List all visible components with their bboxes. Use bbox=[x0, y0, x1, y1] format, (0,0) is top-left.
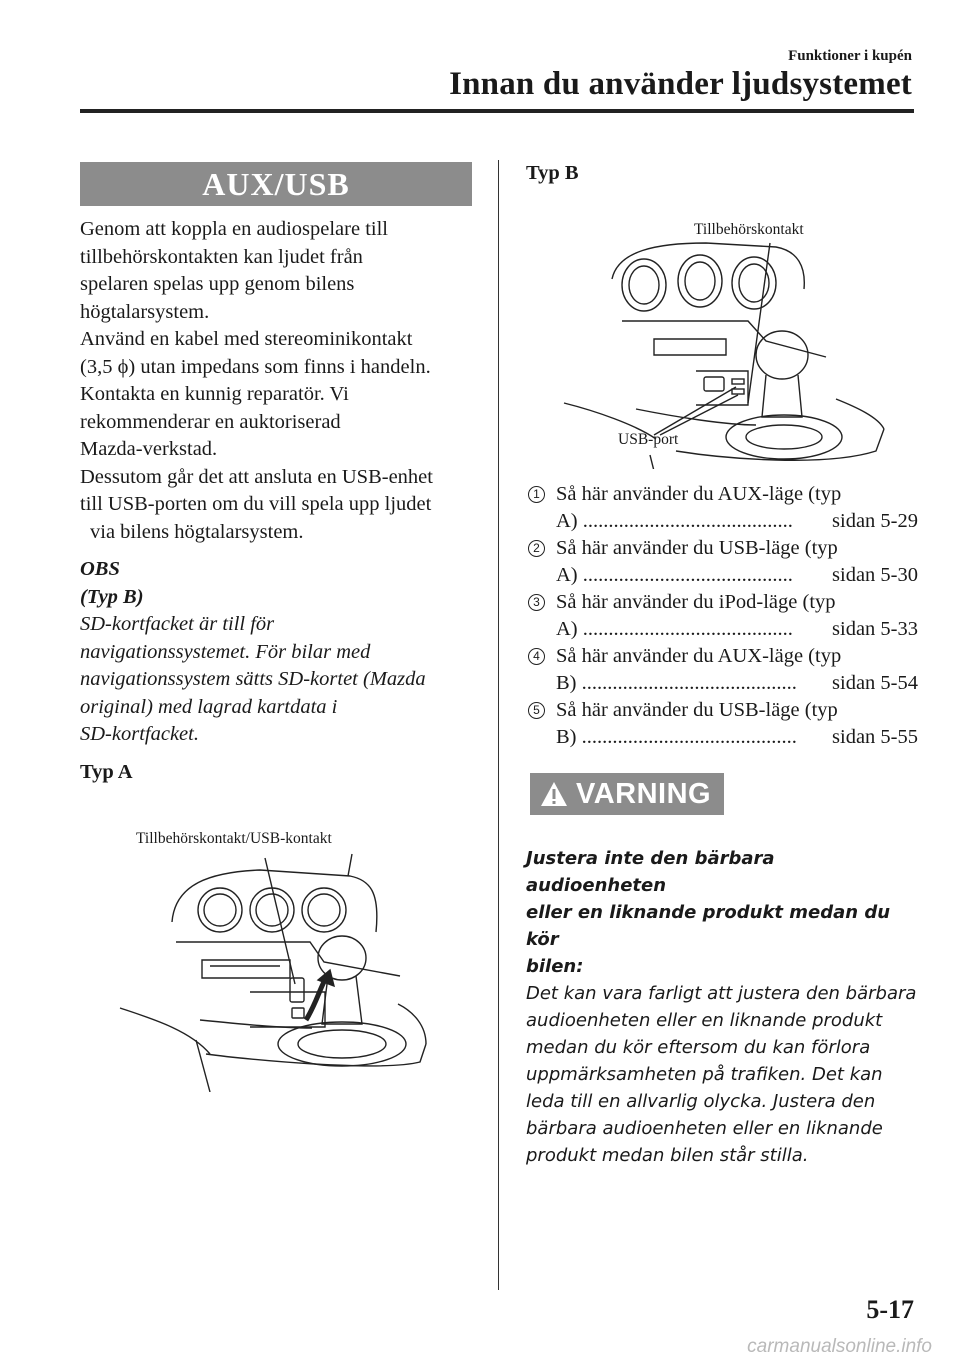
page-ref-link[interactable]: sidan 5-33 bbox=[832, 618, 918, 640]
body-line: tillbehörskontakten kan ljudet från bbox=[80, 245, 363, 268]
body-line: via bilens högtalarsystem. bbox=[90, 520, 304, 543]
warning-line: leda till en allvarlig olycka. Justera den bbox=[526, 1091, 876, 1112]
column-divider bbox=[498, 160, 499, 1290]
number-badge: 5 bbox=[528, 702, 545, 719]
list-item-line: Så här använder du AUX-läge (typ bbox=[556, 645, 842, 667]
number-badge: 3 bbox=[528, 594, 545, 611]
list-item-leader: A) ......................................... bbox=[556, 510, 793, 532]
list-item-line: Så här använder du USB-läge (typ bbox=[556, 699, 838, 721]
note-line: navigationssystem sätts SD-kortet (Mazda bbox=[80, 668, 426, 690]
body-line: Genom att koppla en audiospelare till bbox=[80, 218, 388, 240]
warning-line: produkt medan bilen står stilla. bbox=[526, 1145, 809, 1166]
section-body bbox=[80, 216, 472, 546]
warning-label: VARNING bbox=[576, 777, 712, 810]
number-badge: 4 bbox=[528, 648, 545, 665]
list-item-line: Så här använder du AUX-läge (typ bbox=[556, 483, 842, 505]
type-b-figure bbox=[526, 189, 918, 469]
page-number: 5-17 bbox=[866, 1295, 914, 1324]
list-item-line: Så här använder du iPod-läge (typ bbox=[556, 591, 836, 613]
list-item bbox=[526, 643, 918, 697]
type-b-heading: Typ B bbox=[526, 162, 579, 184]
warning-text bbox=[526, 845, 918, 1169]
body-line: rekommenderar en auktoriserad bbox=[80, 410, 341, 433]
list-item bbox=[526, 481, 918, 535]
reference-list bbox=[526, 481, 918, 751]
warning-bold-line: Justera inte den bärbara audioenheten bbox=[526, 848, 775, 896]
body-line: (3,5 ϕ) utan impedans som finns i handeln. bbox=[80, 355, 431, 378]
list-item-leader: B) .......................................... bbox=[556, 672, 797, 694]
warning-line: medan du kör eftersom du kan förlora bbox=[526, 1037, 871, 1058]
type-b-label-top: Tillbehörskontakt bbox=[694, 221, 804, 238]
section-title: AUX/USB bbox=[80, 162, 472, 206]
warning-line: uppmärksamheten på trafiken. Det kan bbox=[526, 1064, 883, 1085]
note-label: OBS bbox=[80, 558, 120, 580]
page-ref-link[interactable]: sidan 5-54 bbox=[832, 672, 918, 694]
body-line: Kontakta en kunnig reparatör. Vi bbox=[80, 383, 349, 405]
warning-line: bärbara audioenheten eller en liknande bbox=[526, 1118, 883, 1139]
list-item-leader: A) ......................................... bbox=[556, 564, 793, 586]
type-a-figure bbox=[80, 792, 472, 1092]
type-a-label: Tillbehörskontakt/USB-kontakt bbox=[136, 829, 332, 847]
body-line: spelaren spelas upp genom bilens bbox=[80, 273, 355, 295]
console-illustration-b bbox=[526, 189, 918, 469]
page-ref-link[interactable]: sidan 5-55 bbox=[832, 726, 918, 748]
note-line: navigationssystemet. För bilar med bbox=[80, 640, 371, 663]
body-line: till USB-porten om du vill spela upp ljudet bbox=[80, 493, 432, 515]
watermark: carmanualsonline.info bbox=[747, 1336, 932, 1357]
list-item-leader: A) ......................................... bbox=[556, 618, 793, 640]
warning-bold-line: bilen: bbox=[526, 956, 584, 977]
note-line: SD-kortfacket är till för bbox=[80, 613, 275, 635]
number-badge: 1 bbox=[528, 486, 545, 503]
warning-bold-line: eller en liknande produkt medan du kör bbox=[526, 902, 891, 950]
type-a-heading: Typ A bbox=[80, 760, 133, 783]
list-item-line: Så här använder du USB-läge (typ bbox=[556, 537, 838, 559]
left-column bbox=[80, 162, 472, 1092]
note-block bbox=[80, 556, 472, 749]
note-line: original) med lagrad kartdata i bbox=[80, 695, 338, 718]
type-b-label-bottom: USB-port bbox=[618, 431, 679, 448]
console-illustration-a bbox=[80, 792, 472, 1092]
body-line: högtalarsystem. bbox=[80, 300, 210, 323]
right-column bbox=[526, 162, 918, 1169]
body-line: Använd en kabel med stereominikontakt bbox=[80, 328, 413, 350]
body-line: Mazda-verkstad. bbox=[80, 438, 218, 460]
note-line: SD-kortfacket. bbox=[80, 723, 199, 745]
list-item bbox=[526, 697, 918, 751]
header-rule bbox=[80, 109, 914, 113]
page-ref-link[interactable]: sidan 5-30 bbox=[832, 564, 918, 586]
chapter-label: Funktioner i kupén bbox=[788, 48, 912, 64]
page-ref-link[interactable]: sidan 5-29 bbox=[832, 510, 918, 532]
warning-line: Det kan vara farligt att justera den bärbara bbox=[526, 983, 917, 1004]
warning-triangle-icon bbox=[540, 781, 568, 807]
list-item bbox=[526, 589, 918, 643]
warning-banner bbox=[530, 773, 724, 815]
body-line: Dessutom går det att ansluta en USB-enhet bbox=[80, 465, 433, 488]
note-sub: (Typ B) bbox=[80, 585, 144, 608]
page-title: Innan du använder ljudsystemet bbox=[449, 66, 912, 102]
warning-line: audioenheten eller en liknande produkt bbox=[526, 1010, 883, 1031]
list-item bbox=[526, 535, 918, 589]
list-item-leader: B) .......................................... bbox=[556, 726, 797, 748]
number-badge: 2 bbox=[528, 540, 545, 557]
